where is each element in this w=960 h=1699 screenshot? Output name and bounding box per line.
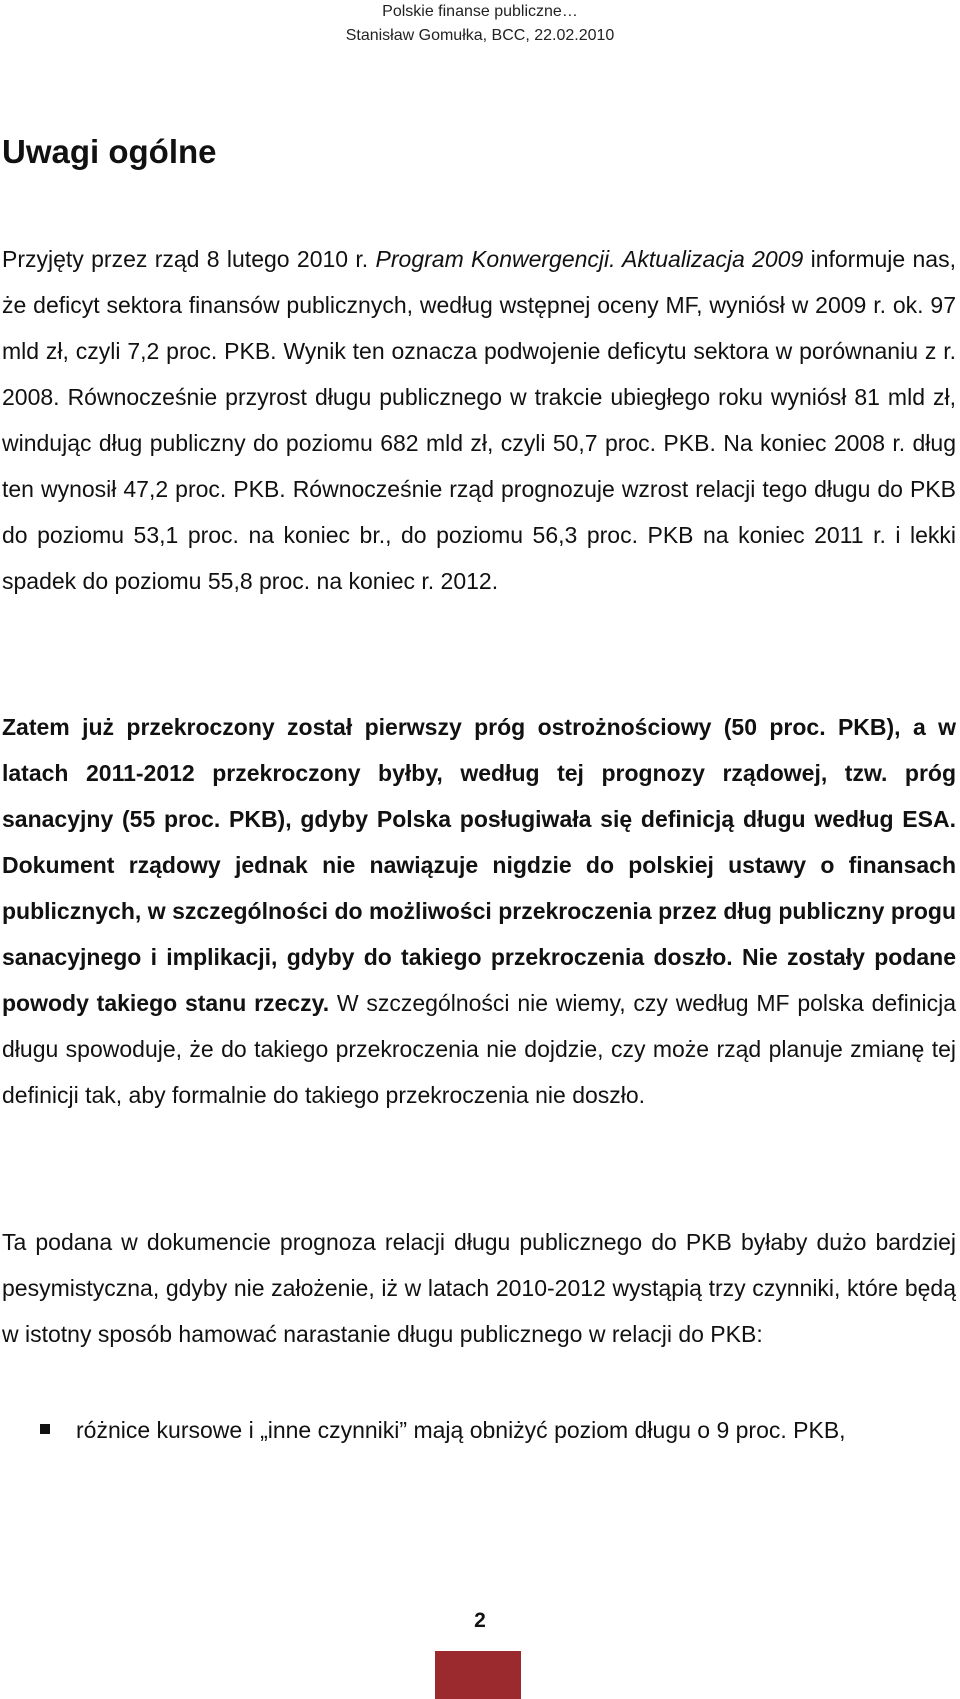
paragraph-thresholds-text: W szczególności nie wiemy, czy według MF polska definicja długu spowoduje, że do takiego przekroczenia nie dojdzie, czy może rząd planuje zmianę tej definicji tak, aby formalnie do takiego przekroczenia nie doszło. (2, 990, 956, 1108)
factors-list (0, 1407, 956, 1453)
section-title: Uwagi ogólne (2, 133, 217, 170)
document-title-italic: Program Konwergencji. Aktualizacja 2009 (375, 246, 804, 272)
footer-accent-block (435, 1651, 521, 1699)
page-number: 2 (474, 1609, 486, 1632)
list-item-text: różnice kursowe i „inne czynniki” mają obniżyć poziom długu o 9 proc. PKB, (76, 1417, 846, 1443)
page-header (0, 0, 960, 48)
paragraph-intro (2, 236, 956, 604)
paragraph-forecast: Ta podana w dokumencie prognoza relacji długu publicznego do PKB byłaby dużo bardziej pesymistyczna, gdyby nie założenie, iż w latach 2010-2012 wystąpią trzy czynniki, które będą w istotny sposób hamować narastanie długu publicznego w relacji do PKB: (2, 1229, 956, 1347)
paragraph-intro-text-2: informuje nas, że deficyt sektora finansów publicznych, według wstępnej oceny MF, wyniósł w 2009 r. ok. 97 mld zł, czyli 7,2 proc. PKB. Wynik ten oznacza podwojenie deficytu sektora w porównaniu z r. 2008. Równocześnie przyrost długu publicznego w trakcie ubiegłego roku wyniósł 81 mld zł, windując dług publiczny do poziomu 682 mld zł, czyli 50,7 proc. PKB. Na koniec 2008 r. dług ten wynosił 47,2 proc. PKB. Równocześnie rząd prognozuje wzrost relacji tego długu do PKB do poziomu 53,1 proc. na koniec br., do poziomu 56,3 proc. PKB na koniec 2011 r. i lekki spadek do poziomu 55,8 proc. na koniec r. 2012. (2, 246, 956, 594)
square-bullet-icon (40, 1424, 50, 1434)
list-item (0, 1407, 956, 1453)
paragraph-thresholds (2, 704, 956, 1118)
header-author-line: Stanisław Gomułka, BCC, 22.02.2010 (345, 27, 615, 44)
paragraph-intro-text-1: Przyjęty przez rząd 8 lutego 2010 r. (2, 246, 376, 272)
header-title: Polskie finanse publiczne… (382, 3, 578, 20)
paragraph-thresholds-bold: Zatem już przekroczony został pierwszy próg ostrożnościowy (50 proc. PKB), a w latach 2011-2012 przekroczony byłby, według tej prognozy rządowej, tzw. próg sanacyjny (55 proc. PKB), gdyby Polska posługiwała się definicją długu według ESA. Dokument rządowy jednak nie nawiązuje nigdzie do polskiej ustawy o finansach publicznych, w szczególności do możliwości przekroczenia przez dług publiczny progu sanacyjnego i implikacji, gdyby do takiego przekroczenia doszło. Nie zostały podane powody takiego stanu rzeczy. (2, 714, 956, 1016)
